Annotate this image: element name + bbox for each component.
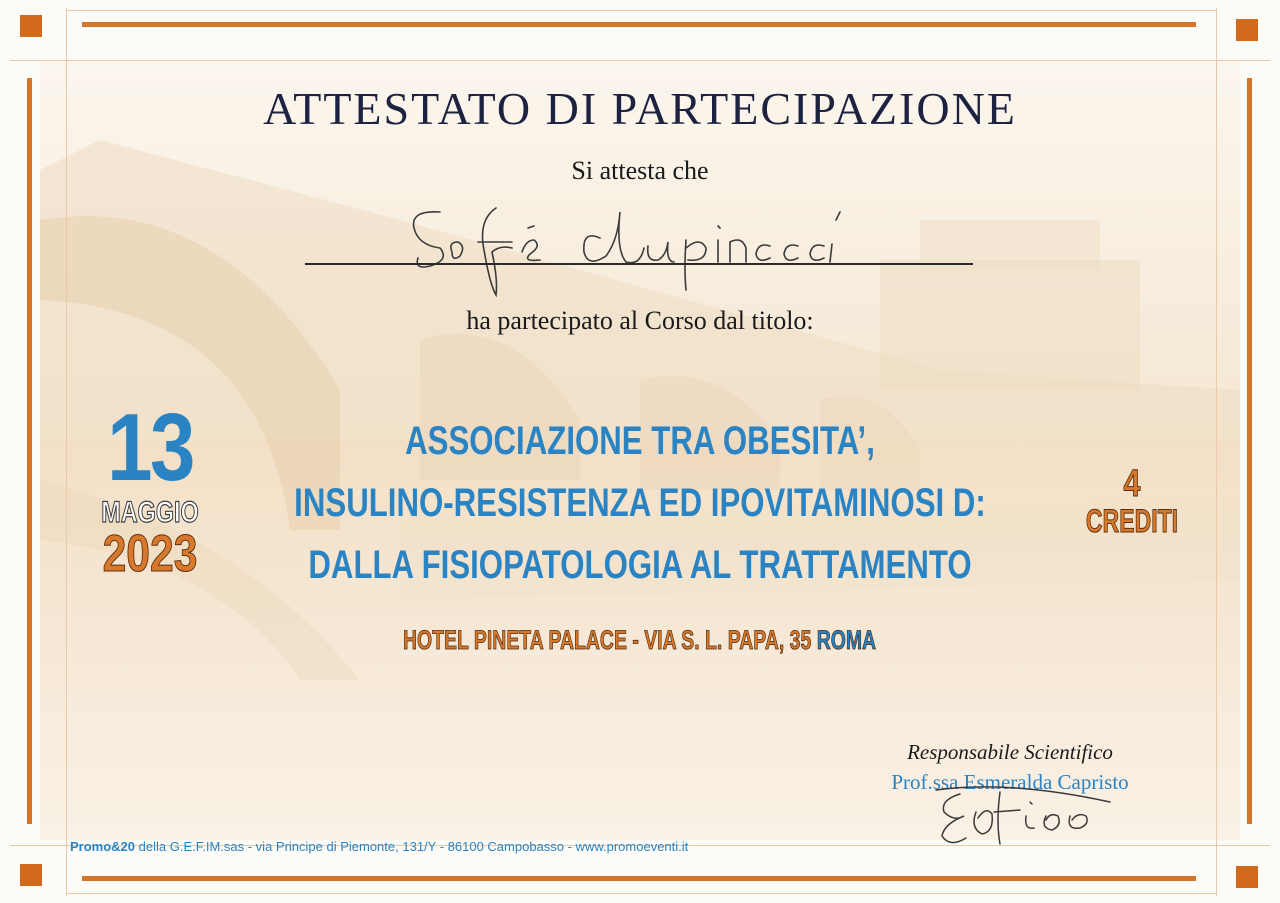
venue-city: ROMA [817,625,877,655]
frame-thin-top [10,60,1270,61]
responsible-signature [930,772,1120,852]
venue [0,625,1280,656]
footer-text: della G.E.F.IM.sas - via Principe di Piemonte, 131/Y - 86100 Campobasso - www.promoeventi.it [135,839,689,854]
corner-bottom-left [20,864,42,886]
credits-number: 4 [1123,463,1141,505]
frame-bottom-line [82,876,1196,881]
course-title-line-3: DALLA FISIOPATOLOGIA AL TRATTAMENTO [308,543,972,587]
corner-bottom-right [1236,866,1258,888]
certificate-title: ATTESTATO DI PARTECIPAZIONE [263,83,1017,134]
name-underline [305,263,973,265]
footer-brand: Promo&20 [70,839,136,854]
intro-text: Si attesta che [571,156,709,185]
participation-text: ha partecipato al Corso dal titolo: [466,306,814,335]
frame-thin-bottom-2 [66,893,1216,894]
frame-top-line [82,22,1196,27]
date-day: 13 [107,394,193,501]
date-year: 2023 [102,525,198,583]
course-title-line-2: INSULINO-RESISTENZA ED IPOVITAMINOSI D: [294,481,986,525]
frame-thin-top-2 [66,10,1216,11]
footer-publisher [70,839,688,854]
corner-top-left [20,15,42,37]
credits-block [1062,464,1202,538]
corner-top-right [1236,19,1258,41]
handwritten-name-signature [400,190,860,300]
course-title-line-1: ASSOCIAZIONE TRA OBESITA’, [405,419,875,463]
responsible-name: Prof.ssa Esmeralda Capristo [891,770,1129,794]
venue-place: HOTEL PINETA PALACE - VIA S. L. PAPA, 35 [403,625,812,655]
responsible-label: Responsabile Scientifico [907,740,1113,764]
date-month: MAGGIO [101,496,199,529]
credits-label: CREDITI [1085,503,1179,539]
